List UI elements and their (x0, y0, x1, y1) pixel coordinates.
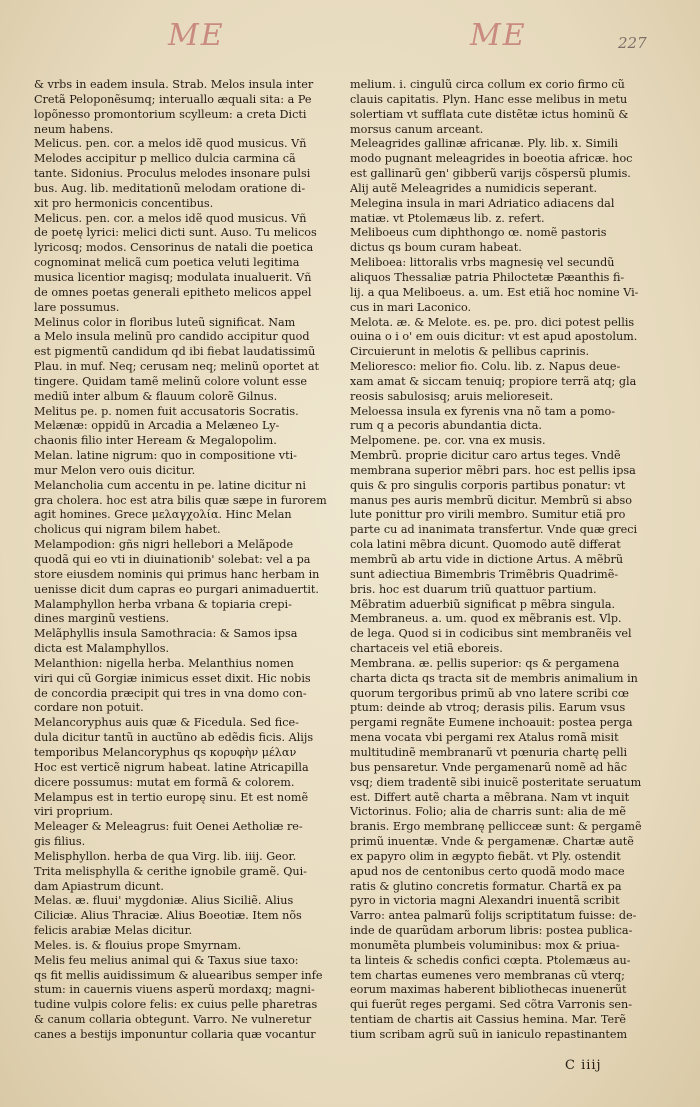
text-line: canes a bestijs imponuntur collaria quæ vocantur (34, 1028, 316, 1041)
text-line: xit pro hermonicis concentibus. (34, 196, 214, 210)
text-line: ex papyro olim in ægypto fiebãt. vt Ply. ostendit (350, 849, 621, 863)
text-line: melium. i. cingulũ circa collum ex corio firmo cũ (350, 78, 625, 91)
text-line: Membrana. æ. pellis superior: qs & pergamena (350, 656, 620, 670)
text-line: sunt adiectiua Bimembris Trimẽbris Quadrimẽ- (350, 567, 619, 581)
text-line: morsus canum arceant. (350, 122, 484, 136)
text-line: ta linteis & schedis confici cœpta. Ptolemæus au- (350, 953, 631, 967)
text-line: aliquos Thessaliæ patria Philoctetæ Pæanthis fi- (350, 270, 625, 284)
text-line: parte cu ad inanimata transfertur. Vnde quæ greci (350, 523, 638, 537)
text-line: mur Melon vero ouis dicitur. (34, 463, 196, 477)
text-line: de concordia præcipit qui tres in vna domo con- (34, 686, 307, 700)
text-line: Melpomene. pe. cor. vna ex musis. (350, 434, 546, 448)
text-line: solertiam vt sufflata cute distẽtæ ictus hominũ & (350, 107, 629, 121)
text-line: lopõnesso promontorium scylleum: a creta Dicti (34, 107, 307, 121)
text-line: Melænæ: oppidũ in Arcadia a Melæneo Ly- (34, 419, 280, 433)
text-line: viri proprium. (34, 805, 114, 819)
text-line: lute ponittur pro virili membro. Sumitur etiã pro (350, 508, 626, 522)
text-line: store eiusdem nominis qui primus hanc herbam in (34, 567, 320, 581)
text-line: gra cholera. hoc est atra bilis quæ sæpe in furorem (34, 493, 327, 507)
text-line: Melancholia cum accentu in pe. latine dicitur ni (34, 478, 306, 492)
text-line: quorum tergoribus primũ ab vno latere scribi cœ (350, 686, 629, 700)
text-line: monumẽta plumbeis voluminibus: mox & priua- (350, 938, 620, 952)
text-line: Malamphyllon herba vrbana & topiaria crepi- (34, 597, 292, 611)
text-line: bus pensaretur. Vnde pergamenarũ nomẽ ad hãc (350, 760, 628, 774)
text-line: dicere possumus: mutat em formã & colorem. (34, 775, 295, 789)
text-line: charta dicta qs tracta sit de membris animalium in (350, 671, 638, 685)
text-line: Melinus color in floribus luteũ significat. Nam (34, 315, 296, 329)
text-line: Meles. is. & flouius prope Smyrnam. (34, 938, 242, 952)
text-line: cordare non potuit. (34, 701, 144, 715)
text-line: viri qui cũ Gorgiæ inimicus esset dixit. Hic nobis (34, 671, 311, 685)
text-line: vsq; diem tradentẽ sibi inuicẽ posteritate seruatum (350, 775, 642, 789)
text-line: Alij autẽ Meleagrides a numidicis seperant. (350, 181, 598, 195)
text-line: qs fit mellis auidissimum & aluearibus semper infe (34, 968, 323, 982)
text-line: Varro: antea palmarũ folijs scriptitatum fuisse: de- (350, 909, 637, 923)
text-line: Meloessa insula ex fyrenis vna nõ tam a pomo- (350, 404, 616, 418)
text-line: branis. Ergo membranę pellicceæ sunt: & pergamẽ (350, 820, 642, 834)
text-line: primũ inuentæ. Vnde & pergamenæ. Chartæ autẽ (350, 835, 634, 849)
text-line: dula dicitur tantũ in auctũno ab edẽdis ficis. Alijs (34, 731, 314, 745)
text-line: cholicus qui nigram bilem habet. (34, 523, 221, 537)
text-line: eorum maximas haberent bibliothecas inuenerũt (350, 983, 627, 997)
text-line: Melis feu melius animal qui & Taxus siue taxo: (34, 953, 299, 967)
text-line: felicis arabiæ Melas dicitur. (34, 924, 193, 938)
text-line: reosis sabulosisq; aruis melioreseit. (350, 389, 554, 403)
text-line: Trita melisphylla & cerithe ignobile gramẽ. Qui- (34, 864, 307, 878)
text-line: Melampodion: gñs nigri hellebori a Melãpode (34, 538, 294, 552)
text-line: rum q a pecoris abundantia dicta. (350, 419, 542, 433)
text-line: lyricosq; modos. Censorinus de natali die poetica (34, 241, 314, 255)
text-line: Hoc est verticẽ nigrum habeat. latine Atricapilla (34, 760, 309, 774)
running-head-left: ME (168, 18, 225, 53)
text-line: uenisse dicit dum capras eo purgari animaduertit. (34, 582, 319, 596)
text-line: Melodes accipitur p mellico dulcia carmina cã (34, 152, 296, 166)
text-line: clauis capitatis. Plyn. Hanc esse melibus in metu (350, 92, 628, 106)
text-line: stum: in cauernis viuens asperũ mordaxq; magni- (34, 983, 315, 997)
text-line: ouina o i o' em ouis dicitur: vt est apud apostolum. (350, 330, 638, 344)
text-line: cognominat melicã cum poetica veluti legitima (34, 256, 300, 270)
text-line: est pigmentũ candidum qd ibi fiebat laudatissimũ (34, 345, 316, 359)
text-line: Melampus est in tertio europę sinu. Et est nomẽ (34, 790, 309, 804)
text-line: de lega. Quod si in codicibus sint membranẽis vel (350, 627, 632, 641)
text-line: Melas. æ. fluui' mygdoniæ. Alius Siciliẽ. Alius (34, 894, 294, 908)
text-line: Mẽbratim aduerbiũ significat p mẽbra singula. (350, 597, 616, 611)
text-line: tudine vulpis colore felis: ex cuius pelle pharetras (34, 998, 318, 1012)
running-head-right: ME (470, 18, 527, 53)
text-line: Meleagrides gallinæ africanæ. Ply. lib. x. Simili (350, 137, 618, 151)
text-line: dictus qs boum curam habeat. (350, 241, 522, 255)
text-line: tem chartas eumenes vero membranas cũ vterq; (350, 968, 625, 982)
text-line: dines marginũ vestiens. (34, 612, 170, 626)
text-line: Melitus pe. p. nomen fuit accusatoris Socratis. (34, 404, 299, 418)
text-line: membrũ ab artu vide in dictione Artus. A mẽbrũ (350, 553, 624, 566)
text-line: & vrbs in eadem insula. Strab. Melos insula inter (34, 78, 314, 91)
text-line: & canum collaria obtegunt. Varro. Ne vulneretur (34, 1013, 312, 1027)
text-line: de poetę lyrici: melici dicti sunt. Auso. Tu melicos (34, 226, 317, 240)
text-line: Cretã Peloponẽsumq; interuallo æquali sita: a Pe (34, 92, 312, 106)
text-line: Victorinus. Folio; alia de charris sunt: alia de mẽ (350, 805, 626, 819)
text-line: manus pes auris membrũ dicitur. Membrũ si abso (350, 493, 632, 507)
text-line: dicta est Malamphyllos. (34, 642, 169, 656)
text-line: temporibus Melancoryphus qs κορυφὴν μέλαν (34, 745, 297, 759)
text-line: lij. a qua Meliboeus. a. um. Est etiã hoc nomine Vi- (350, 285, 639, 299)
text-line: ptum: deinde ab vtroq; derasis pilis. Earum vsus (350, 701, 626, 715)
text-line: de omnes poetas generali epitheto melicos appel (34, 285, 312, 299)
text-line: tingere. Quidam tamẽ melinũ colore volunt esse (34, 374, 308, 388)
text-line: xam amat & siccam tenuiq; propiore terrã atq; gla (350, 374, 637, 388)
text-line: Meleager & Meleagrus: fuit Oenei Aetholiæ re- (34, 820, 303, 834)
left-column (34, 78, 334, 1043)
text-line: modo pugnant meleagrides in boeotia africæ. hoc (350, 152, 633, 166)
text-line: Circuierunt in melotis & pellibus caprinis. (350, 345, 590, 359)
text-line: est gallinarũ gen' gibberũ varijs cõspersũ plumis. (350, 167, 631, 181)
text-line: cola latini mẽbra dicunt. Quomodo autẽ differat (350, 538, 621, 552)
text-line: Melicus. pen. cor. a melos idẽ quod musicus. Vñ (34, 137, 307, 151)
text-line: Meliboea: littoralis vrbs magnesię vel secundũ (350, 256, 615, 270)
text-line: quis & pro singulis corporis partibus ponatur: vt (350, 478, 626, 492)
text-line: pergami regnãte Eumene inchoauit: postea perga (350, 716, 633, 730)
text-line: Membrũ. proprie dicitur caro artus teges. Vndẽ (350, 449, 621, 463)
text-line: membrana superior mẽbri pars. hoc est pellis ipsa (350, 463, 636, 477)
text-line: a Melo insula melinũ pro candido accipitur quod (34, 330, 310, 344)
text-line: Melãphyllis insula Samothracia: & Samos ipsa (34, 627, 298, 641)
text-line: tante. Sidonius. Proculus melodes insonare pulsi (34, 167, 311, 181)
text-line: chartaceis vel etiã eboreis. (350, 642, 503, 656)
text-line: bris. hoc est duarum triũ quattuor partium. (350, 582, 597, 596)
text-line: Meliboeus cum diphthongo œ. nomẽ pastoris (350, 226, 607, 240)
text-line: apud nos de centonibus certo quodã modo mace (350, 864, 625, 878)
text-line: qui fuerũt reges pergami. Sed cõtra Varronis sen- (350, 998, 633, 1012)
text-line: est. Differt autẽ charta a mẽbrana. Nam vt inquit (350, 790, 630, 804)
text-line: chaonis filio inter Heream & Megalopolim. (34, 434, 277, 448)
text-line: mena vocata vbi pergami rex Atalus romã misit (350, 731, 619, 745)
text-line: Melota. æ. & Melote. es. pe. pro. dici potest pellis (350, 315, 635, 329)
text-line: Plau. in muf. Neq; cerusam neq; melinũ oportet at (34, 360, 319, 374)
text-line: Melanthion: nigella herba. Melanthius nomen (34, 656, 294, 670)
text-line: musica licentior magisq; modulata inualuerit. Vñ (34, 270, 312, 284)
text-line: ratis & glutino concretis formatur. Chartã ex pa (350, 879, 622, 893)
text-line: inde de quarũdam arborum libris: postea publica- (350, 924, 633, 938)
text-line: Melisphyllon. herba de qua Virg. lib. iiij. Geor. (34, 849, 297, 863)
text-line: matiæ. vt Ptolemæus lib. z. refert. (350, 211, 545, 225)
text-line: cus in mari Laconico. (350, 300, 472, 314)
text-line: pyro in victoria magni Alexandri inuentã scribit (350, 894, 620, 908)
text-line: tentiam de chartis ait Cassius hemina. Mar. Terẽ (350, 1013, 627, 1027)
text-line: Melicus. pen. cor. a melos idẽ quod musicus. Vñ (34, 211, 307, 225)
text-line: tium scribam agrũ suũ in ianiculo repastinantem (350, 1028, 628, 1041)
text-line: mediũ inter album & flauum colorẽ Gilnus. (34, 389, 278, 403)
text-line: Membraneus. a. um. quod ex mẽbranis est. Vlp. (350, 612, 622, 626)
text-line: multitudinẽ membranarũ vt pœnuria chartę pelli (350, 745, 628, 759)
right-column (350, 78, 650, 1043)
text-line: Melancoryphus auis quæ & Ficedula. Sed fice- (34, 716, 299, 730)
text-line: agit homines. Grece μελαγχολία. Hinc Melan (34, 508, 292, 522)
text-line: dam Apiastrum dicunt. (34, 879, 164, 893)
text-line: neum habens. (34, 122, 114, 136)
text-line: lare possumus. (34, 300, 120, 314)
text-line: gis filius. (34, 835, 86, 849)
text-line: bus. Aug. lib. meditationũ melodam oratione di- (34, 181, 306, 195)
folio-number: 227 (618, 34, 647, 52)
text-line: quodã qui eo vti in diuinationib' solebat: vel a pa (34, 553, 311, 566)
signature-mark: C iiij (565, 1058, 602, 1073)
text-line: Melegina insula in mari Adriatico adiacens dal (350, 196, 615, 210)
text-line: Melan. latine nigrum: quo in compositione vti- (34, 449, 297, 463)
text-line: Ciliciæ. Alius Thraciæ. Alius Boeotiæ. Item nõs (34, 909, 302, 923)
text-line: Melioresco: melior fio. Colu. lib. z. Napus deue- (350, 360, 621, 374)
